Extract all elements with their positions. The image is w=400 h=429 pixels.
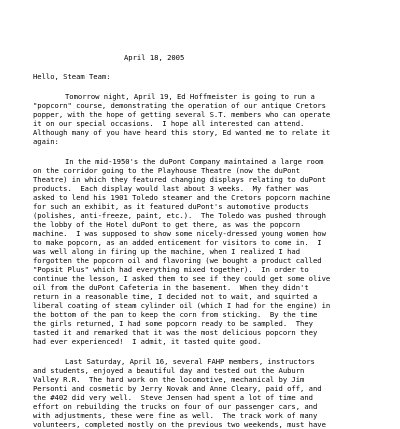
paragraph2-line: on the corridor going to the Playhouse Theatre (now the duPont — [33, 166, 301, 176]
paragraph3-line: volunteers, completed mostly on the previous two weekends, must have — [33, 420, 326, 429]
paragraph2-line: products. Each display would last about 3 weeks. My father was — [33, 184, 309, 194]
paragraph2-line: forgotten the popcorn oil and flavoring (we bought a product called — [33, 256, 322, 266]
paragraph3-line: Personti and cosmetic by Jerry Novak and Anne Cleary, paid off, and — [33, 384, 322, 394]
paragraph3-line: and students, enjoyed a beautiful day and tested out the Auburn — [33, 366, 305, 376]
paragraph2-line: the lobby of the Hotel duPont to get there, as was the popcorn — [33, 220, 301, 230]
paragraph2-line: the girls returned, I had some popcorn ready to be sampled. They — [33, 319, 313, 329]
paragraph1-line: "popcorn" course, demonstrating the operation of our antique Cretors — [33, 101, 326, 111]
paragraph2-line: In the mid-1950's the duPont Company maintained a large room — [65, 157, 324, 166]
letter-date: April 18, 2005 — [124, 53, 185, 62]
letter-salutation: Hello, Steam Team: — [33, 72, 111, 81]
paragraph2-line: "Popsit Plus" which had everything mixed together). In order to — [33, 265, 309, 275]
paragraph2-line: machine. I was supposed to show some nicely-dressed young women how — [33, 229, 326, 239]
paragraph3-line: effort on rebuilding the trucks on four of our passenger cars, and — [33, 402, 318, 412]
paragraph2-line: asked to lend his 1901 Toledo steamer and the Cretors popcorn machine — [33, 193, 331, 203]
paragraph3-line: the #402 did very well. Steve Jensen had spent a lot of time and — [33, 393, 313, 403]
paragraph2-line: tasted it and remarked that it was the most delicious popcorn they — [33, 328, 318, 338]
paragraph2-line: to make popcorn, as an added enticement for visitors to come in. I — [33, 238, 322, 248]
paragraph1-line: popper, with the hope of getting several S.T. members who can operate — [33, 110, 331, 120]
paragraph3-line: with adjustments, these were fine as well. The track work of many — [33, 411, 318, 421]
paragraph2-line: liberal coating of steam cylinder oil (which I had for the engine) in — [33, 301, 331, 311]
paragraph3-line: Valley R.R. The hard work on the locomotive, mechanical by Jim — [33, 375, 305, 385]
paragraph2-line: return in a reasonable time, I decided not to wait, and squirted a — [33, 292, 318, 302]
paragraph2-line: was well along in firing up the machine, when I realized I had — [33, 247, 301, 257]
paragraph2-line: the bottom of the pan to keep the corn from sticking. By the time — [33, 310, 318, 320]
paragraph2-line: (polishes, anti-freeze, paint, etc.). The Toledo was pushed through — [33, 211, 326, 221]
paragraph1-line: Tomorrow night, April 19, Ed Hoffmeister is going to run a — [65, 92, 315, 101]
paragraph2-line: had ever experienced! I admit, it tasted quite good. — [33, 337, 262, 347]
paragraph1-line: it on our special occasions. I hope all interested can attend. — [33, 119, 305, 129]
paragraph2-line: Theatre) in which they featured changing displays relating to duPont — [33, 175, 326, 185]
paragraph2-line: for such an exhibit, as it featured duPont's automotive products — [33, 202, 309, 212]
paragraph2-line: oil from the duPont Cafeteria in the basement. When they didn't — [33, 283, 309, 293]
paragraph1-line: again: — [33, 137, 59, 147]
paragraph3-line: Last Saturday, April 16, several FAHP members, instructors — [65, 357, 315, 366]
paragraph1-line: Although many of you have heard this story, Ed wanted me to relate it — [33, 128, 331, 138]
paragraph2-line: continue the lesson, I asked them to see if they could get some olive — [33, 274, 331, 284]
